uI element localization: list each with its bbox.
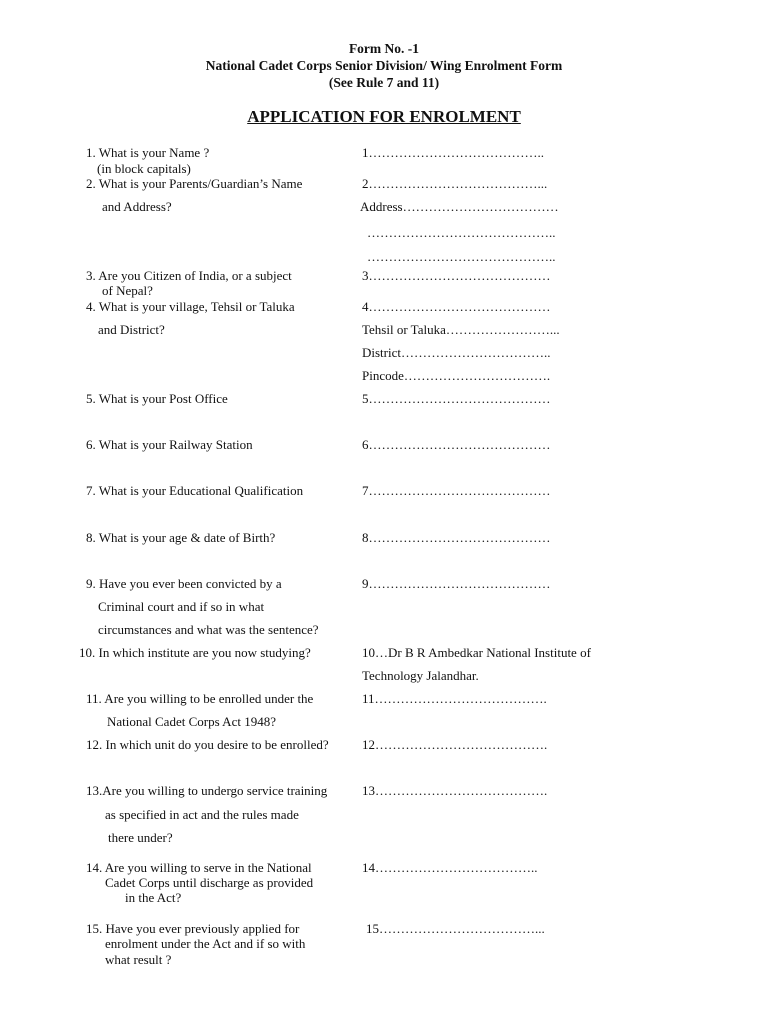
question-5-label: 5. What is your Post Office [86,391,228,406]
form-subtitle: National Cadet Corps Senior Division/ Wing Enrolment Form [205,58,563,73]
question-4-label: 4. What is your village, Tehsil or Taluka [86,299,295,314]
question-3-label-cont: of Nepal? [102,283,153,298]
form-number: Form No. -1 [348,41,420,56]
answer-12-field[interactable]: 12…………………………………. [362,737,548,752]
question-14-label-cont: Cadet Corps until discharge as provided [105,875,314,890]
question-9-label-cont-2: circumstances and what was the sentence? [98,622,319,637]
question-13-label: 13.Are you willing to undergo service training [86,783,328,798]
answer-1-field[interactable]: 1………………………………….. [362,145,544,160]
answer-8-field[interactable]: 8…………………………………… [362,530,551,545]
question-15-label: 15. Have you ever previously applied for [86,921,300,936]
answer-4-field[interactable]: 4…………………………………… [362,299,551,314]
question-13-label-cont: as specified in act and the rules made [105,807,299,822]
question-3-label: 3. Are you Citizen of India, or a subject [86,268,292,283]
question-15-label-cont: enrolment under the Act and if so with [105,936,306,951]
answer-7-field[interactable]: 7…………………………………… [362,483,551,498]
form-rule-reference: (See Rule 7 and 11) [328,75,440,90]
answer-4-pincode-field[interactable]: Pincode……………………………. [362,368,551,383]
answer-6-field[interactable]: 6…………………………………… [362,437,551,452]
answer-10-field-cont[interactable]: Technology Jalandhar. [362,668,479,683]
question-9-label-cont: Criminal court and if so in what [98,599,265,614]
answer-15-field[interactable]: 15………………………………... [366,921,545,936]
question-9-label: 9. Have you ever been convicted by a [86,576,282,591]
question-14-label: 14. Are you willing to serve in the National [86,860,312,875]
answer-9-field[interactable]: 9…………………………………… [362,576,551,591]
question-1-label: 1. What is your Name ? [86,145,210,160]
answer-2-address-line-3[interactable]: …………………………………….. [367,249,556,264]
answer-2-field[interactable]: 2…………………………………... [362,176,548,191]
answer-2-address-field[interactable]: Address……………………………… [360,199,559,214]
answer-13-field[interactable]: 13…………………………………. [362,783,548,798]
question-14-label-cont-2: in the Act? [125,890,182,905]
question-2-label: 2. What is your Parents/Guardian’s Name [86,176,303,191]
answer-14-field[interactable]: 14……………………………….. [362,860,538,875]
question-6-label: 6. What is your Railway Station [86,437,253,452]
question-7-label: 7. What is your Educational Qualification [86,483,304,498]
question-11-label-cont: National Cadet Corps Act 1948? [107,714,276,729]
question-15-label-cont-2: what result ? [105,952,172,967]
question-10-label: 10. In which institute are you now studying? [79,645,311,660]
question-11-label: 11. Are you willing to be enrolled under the [86,691,314,706]
answer-5-field[interactable]: 5…………………………………… [362,391,551,406]
question-2-label-cont: and Address? [102,199,172,214]
question-4-label-cont: and District? [98,322,165,337]
question-8-label: 8. What is your age & date of Birth? [86,530,276,545]
answer-11-field[interactable]: 11…………………………………. [362,691,547,706]
answer-4-district-field[interactable]: District…………………………….. [362,345,551,360]
question-1-note: (in block capitals) [97,161,191,176]
question-13-label-cont-2: there under? [108,830,173,845]
answer-3-field[interactable]: 3…………………………………… [362,268,551,283]
answer-10-field[interactable]: 10…Dr B R Ambedkar National Institute of [362,645,591,660]
answer-2-address-line-2[interactable]: …………………………………….. [367,225,556,240]
page-title: APPLICATION FOR ENROLMENT [247,107,521,126]
answer-4-tehsil-field[interactable]: Tehsil or Taluka……………………... [362,322,560,337]
question-12-label: 12. In which unit do you desire to be enrolled? [86,737,329,752]
